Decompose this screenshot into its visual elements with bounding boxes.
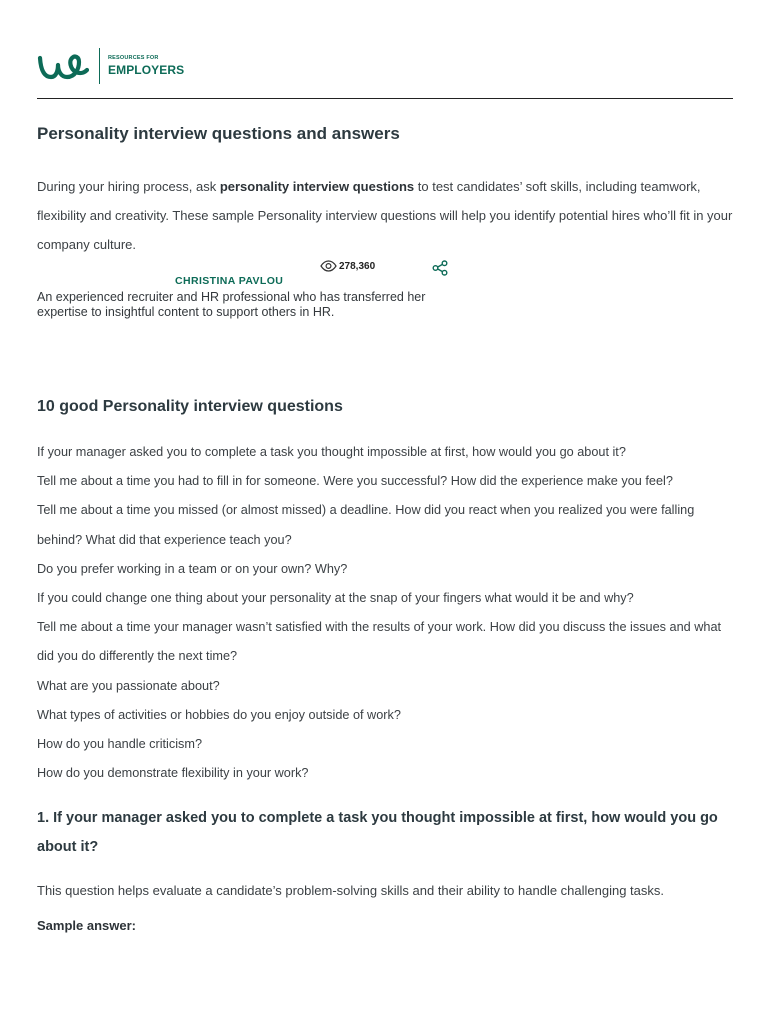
question-item: What are you passionate about? [37,678,220,693]
question-item: If your manager asked you to complete a task you thought impossible at first, how would you go about it? [37,445,626,459]
page-title: Personality interview questions and answers [37,124,400,143]
view-count [320,260,375,272]
logo-divider [99,48,100,84]
question-explanation: This question helps evaluate a candidate’s problem-solving skills and their ability to handle challenging tasks. [37,883,665,898]
intro-text-end: to test candidates’ soft skills, including teamwork, flexibility and creativity. These sample Personality interview questions will help you identify potential hires who’ll fit in your company culture. [37,179,733,252]
intro-text-start: During your hiring process, ask [37,179,220,194]
sample-answer-label: Sample answer: [37,918,136,933]
logo-text[interactable] [108,56,184,77]
header-divider [37,98,733,99]
question-item: Tell me about a time you missed (or almost missed) a deadline. How did you react when you realized you were falling behind? What did that experience teach you? [37,503,695,547]
intro-keyword: personality interview questions [219,179,415,194]
question-item: How do you demonstrate flexibility in your work? [37,766,309,781]
logo-title: EMPLOYERS [108,63,185,78]
intro-paragraph [37,172,737,259]
share-icon[interactable] [431,259,449,277]
question-detail-heading: 1. If your manager asked you to complete a task you thought impossible at first, how would you go about it? [37,810,718,855]
questions-heading: 10 good Personality interview questions [37,398,343,415]
question-item: Tell me about a time your manager wasn’t satisfied with the results of your work. How did you discuss the issues and what did you do differently the next time? [37,620,722,664]
questions-list [37,438,737,788]
site-header [37,48,184,84]
question-item: What types of activities or hobbies do you enjoy outside of work? [37,707,401,722]
logo-subtitle: RESOURCES FOR [108,54,159,61]
eye-icon [320,260,337,272]
question-item: Tell me about a time you had to fill in for someone. Were you successful? How did the experience make you feel? [37,474,673,489]
view-count-value: 278,360 [339,260,376,272]
author-name-link[interactable]: CHRISTINA PAVLOU [175,275,284,287]
author-bio: An experienced recruiter and HR professional who has transferred her expertise to insightful content to support others in HR. [37,290,426,319]
question-item: Do you prefer working in a team or on your own? Why? [37,561,348,576]
question-item: If you could change one thing about your personality at the snap of your fingers what would it be and why? [37,591,634,606]
brand-logo-icon[interactable] [37,49,89,83]
question-item: How do you handle criticism? [37,737,203,752]
